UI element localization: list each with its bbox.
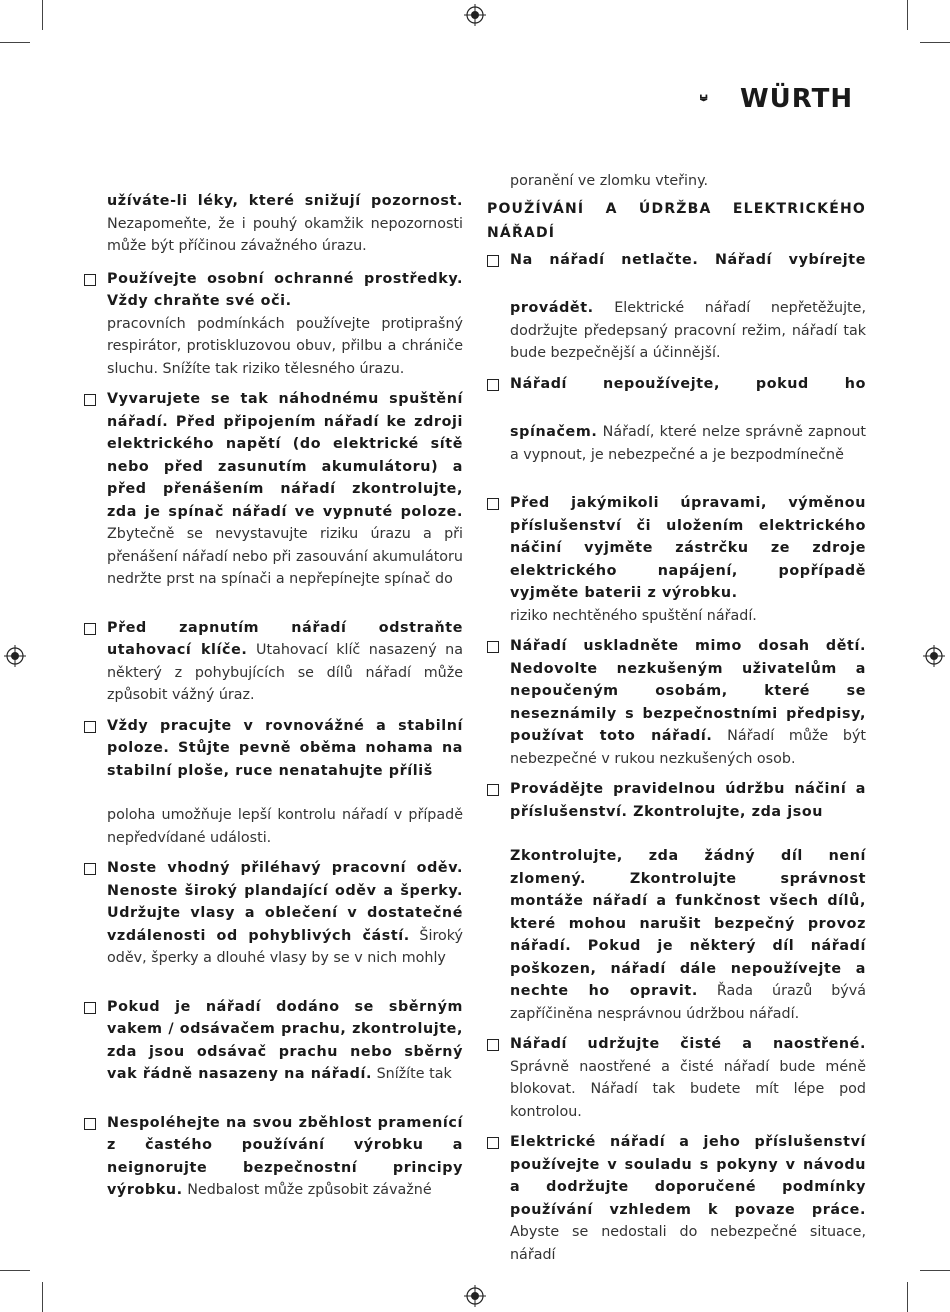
crop-mark (907, 1282, 908, 1312)
checkbox-icon (84, 863, 96, 875)
list-item (510, 778, 866, 1025)
list-item (107, 996, 463, 1086)
item-normal-text: Zbytečně se nevystavujte riziku úrazu a při přenášení nářadí nebo při zasouvání akumulátoru nedržte prst na spínači a nepřepínejte spínač do (107, 526, 463, 587)
item-bold-text: Elektrické nářadí a jeho příslušenství používejte v souladu s pokyny v návodu a dodržujte doporučené podmínky používání vzhledem k povaze práce. (510, 1134, 866, 1218)
list-item (510, 1131, 866, 1266)
list-item (107, 857, 463, 970)
brand-wordmark: WÜRTH (740, 84, 854, 114)
item-bold-text: Pokud je nářadí dodáno se sběrným vakem / odsávačem prachu, zkontrolujte, zda jsou odsávač prachu nebo sběrný vak řádně nasazeny na nářadí. (107, 998, 463, 1082)
item-normal-text: riziko nechtěného spuštění nářadí. (510, 607, 757, 624)
item-bold-text: Vyvarujete se tak náhodnému spuštění nářadí. Před připojením nářadí ke zdroji elektrického napětí (do elektrické sítě nebo před zasunutím akumulátoru) a před přenášením nářadí zkontrolujte, zda je spínač nářadí ve vypnuté poloze. (107, 391, 463, 520)
checkbox-icon (487, 1039, 499, 1051)
list-item (510, 373, 866, 467)
crop-mark (0, 42, 30, 43)
list-item (510, 635, 866, 770)
checkbox-icon (84, 1002, 96, 1014)
item-normal-text: Snížíte tak (376, 1066, 452, 1082)
intro-bold-text: užíváte-li léky, které snižují pozornost. (107, 193, 463, 209)
checkbox-icon (487, 1137, 499, 1149)
left-column (107, 170, 463, 1202)
item-bold-text: Provádějte pravidelnou údržbu náčiní a příslušenství. Zkontrolujte, zda jsou (510, 781, 866, 820)
registration-mark-icon (464, 4, 486, 26)
list-item (510, 492, 866, 627)
list-item (107, 715, 463, 850)
list-item (107, 617, 463, 707)
item-normal-text: pracovních podmínkách používejte protiprašný respirátor, protiskluzovou obuv, přilbu a chrániče sluchu. Snížíte tak riziko tělesného úrazu. (107, 315, 463, 377)
item-bold-text: Noste vhodný přiléhavý pracovní oděv. Nenoste široký plandající oděv a šperky. Udržujte vlasy a oblečení v dostatečné vzdálenosti od pohyblivých částí. (107, 860, 463, 944)
list-item (510, 249, 866, 365)
registration-mark-icon (4, 645, 26, 667)
crop-mark (907, 0, 908, 30)
checkbox-icon (487, 641, 499, 653)
item-normal-text: poloha umožňuje lepší kontrolu nářadí v případě nepředvídané události. (107, 807, 463, 846)
item-bold-text: Nářadí nepoužívejte, pokud ho (510, 375, 866, 392)
item-normal-text: Nářadí může být nebezpečné v rukou nezkušených osob. (510, 728, 867, 767)
checkbox-icon (84, 721, 96, 733)
item-normal-text: Řada úrazů bývá zapříčiněna nesprávnou údržbou nářadí. (510, 983, 866, 1022)
section-heading-line2: NÁŘADÍ (487, 224, 556, 241)
section-heading: POUŽÍVÁNÍ A ÚDRŽBA ELEKTRICKÉHO (487, 200, 866, 217)
list-item (107, 388, 463, 591)
crop-mark (0, 1270, 30, 1271)
item-normal-text: Elektrické nářadí nepřetěžujte, dodržujte předepsaný pracovní režim, nářadí tak bude bezpečnější a účinnější. (510, 300, 866, 361)
list-item (107, 268, 463, 381)
item-bold-text: Na nářadí netlačte. Nářadí vybírejte (510, 251, 866, 268)
item-normal-text: Správně naostřené a čisté nářadí bude méně blokovat. Nářadí tak budete mít lépe pod kontrolou. (510, 1058, 866, 1120)
intro-normal-text: poranění ve zlomku vteřiny. (510, 173, 709, 189)
list-item (510, 1033, 866, 1123)
item-bold-text: Před zapnutím nářadí odstraňte utahovací klíče. (107, 619, 463, 658)
item-bold-text: spínačem. (510, 424, 598, 440)
checkbox-icon (84, 623, 96, 635)
item-bold-text: provádět. (510, 300, 594, 316)
crop-mark (920, 42, 950, 43)
item-normal-text: Široký oděv, šperky a dlouhé vlasy by se v nich mohly (107, 927, 463, 966)
item-bold-text: Nespoléhejte na svou zběhlost pramenící z častého používání výrobku a neignorujte bezpečnostní principy výrobku. (107, 1114, 463, 1198)
checkbox-icon (487, 498, 499, 510)
item-bold-text: Nářadí uskladněte mimo dosah dětí. Nedovolte nezkušeným uživatelům a nepoučeným osobám, které se neseznámily s bezpečnostními předpisy, používat toto nářadí. (510, 638, 866, 744)
checkbox-icon (84, 394, 96, 406)
intro-normal-text: Nezapomeňte, že i pouhý okamžik nepozornosti může být příčinou závažného úrazu. (107, 215, 463, 254)
item-normal-text: Nedbalost může způsobit závažné (187, 1182, 432, 1198)
crop-mark (42, 0, 43, 30)
item-normal-text: Abyste se nedostali do nebezpečné situace, nářadí (510, 1224, 866, 1263)
item-normal-text: Utahovací klíč nasazený na některý z pohybujících se dílů nářadí může způsobit vážný úraz. (107, 642, 464, 703)
registration-mark-icon (464, 1285, 486, 1307)
item-bold-text: Vždy pracujte v rovnovážné a stabilní poloze. Stůjte pevně oběma nohama na stabilní ploše, ruce nenatahujte příliš (107, 717, 463, 779)
item-bold-text: Používejte osobní ochranné prostředky. Vždy chraňte své oči. (107, 270, 463, 309)
checkbox-icon (84, 1118, 96, 1130)
intro-paragraph (510, 170, 866, 193)
item-bold-text: Před jakýmikoli úpravami, výměnou příslušenství či uložením elektrického náčiní vyjměte zástrčku ze zdroje elektrického napájení, popřípadě vyjměte baterii z výrobku. (510, 495, 866, 601)
checkbox-icon (487, 255, 499, 267)
checkbox-icon (487, 379, 499, 391)
item-normal-text: Nářadí, které nelze správně zapnout a vypnout, je nebezpečné a je bezpodmínečně (510, 424, 866, 463)
item-bold-text: Nářadí udržujte čisté a naostřené. (510, 1036, 866, 1052)
list-item (107, 1112, 463, 1202)
checkbox-icon (487, 784, 499, 796)
checkbox-icon (84, 274, 96, 286)
crop-mark (42, 1282, 43, 1312)
crop-mark (920, 1270, 950, 1271)
intro-paragraph (107, 190, 463, 258)
registration-mark-icon (923, 645, 945, 667)
right-column (487, 170, 867, 1266)
item-bold-text: Zkontrolujte, zda žádný díl není zlomený. Zkontrolujte správnost montáže nářadí a funkčnost všech dílů, které mohou narušit bezpečný provoz nářadí. Pokud je některý díl nářadí poškozen, nářadí dále nepoužívejte a nechte ho opravit. (510, 848, 866, 999)
wurth-logo-icon (700, 80, 736, 116)
